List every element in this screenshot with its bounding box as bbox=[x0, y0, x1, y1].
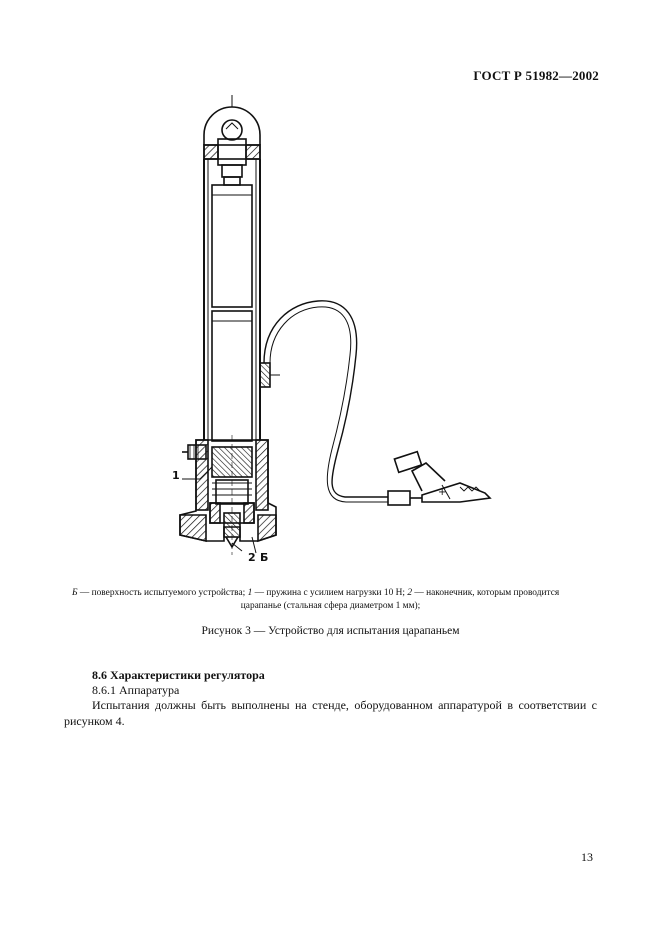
standard-code: ГОСТ Р 51982—2002 bbox=[473, 68, 599, 83]
section-heading: 8.6 Характеристики регулятора bbox=[92, 668, 265, 682]
legend-text-b: — поверхность испытуемого устройства; bbox=[77, 588, 248, 598]
figure-legend-line-1 bbox=[72, 588, 592, 598]
figure-3-drawing bbox=[160, 95, 500, 565]
callout-2: 2 bbox=[248, 551, 256, 564]
battery-lower bbox=[212, 311, 252, 441]
cable bbox=[264, 301, 388, 497]
scratch-test-device-drawing bbox=[160, 95, 500, 565]
svg-text:+: + bbox=[438, 487, 447, 498]
callout-b: Б bbox=[260, 551, 269, 564]
legend-key-2: 2 bbox=[407, 588, 413, 598]
page-number: 13 bbox=[581, 850, 593, 864]
body-paragraph: Испытания должны быть выполнены на стенде, оборудованном аппаратурой в соответствии с рисунком 4. bbox=[64, 698, 597, 728]
legend-text-1: — пружина с усилием нагрузки 10 Н; bbox=[252, 588, 408, 598]
legend-key-b: Б bbox=[72, 588, 78, 598]
battery-upper bbox=[212, 185, 252, 307]
legend-text-2: — наконечник, которым проводится bbox=[412, 588, 560, 598]
legend-key-1: 1 bbox=[247, 588, 253, 598]
callout-1: 1 bbox=[172, 469, 180, 482]
alligator-clip bbox=[422, 483, 490, 502]
subsection-heading: 8.6.1 Аппаратура bbox=[92, 683, 180, 697]
figure-caption: Рисунок 3 — Устройство для испытания царапаньем bbox=[201, 625, 460, 637]
figure-legend-line-2: царапанье (стальная сфера диаметром 1 мм); bbox=[240, 601, 421, 611]
